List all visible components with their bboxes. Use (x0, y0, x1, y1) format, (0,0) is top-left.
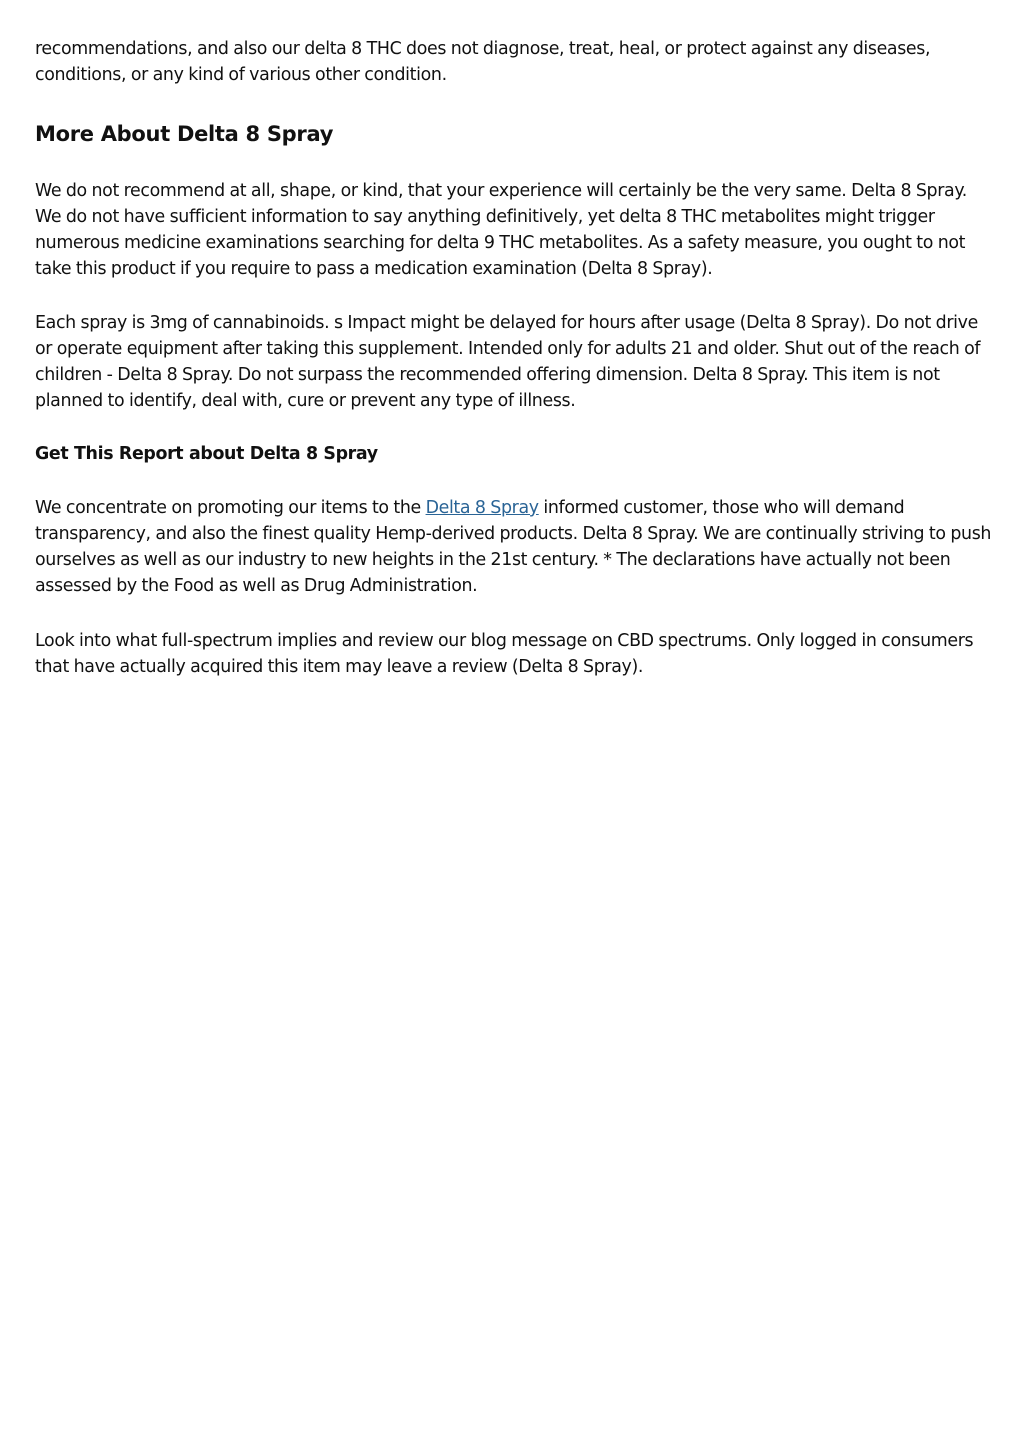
document-page (35, 36, 995, 680)
paragraph-look-into: Look into what full-spectrum implies and review our blog message on CBD spectrums. Only logged in consumers that have actually acquired this item may leave a review (Delta 8 Spray). (35, 631, 974, 677)
paragraph-recommend: We do not recommend at all, shape, or kind, that your experience will certainly be the very same. Delta 8 Spray. We do not have sufficient information to say anything definitively, yet delta 8 THC metabolites might trigger numerous medicine examinations searching for delta 9 THC metabolites. As a safety measure, you ought to not take this product if you require to pass a medication examination (Delta 8 Spray). (35, 181, 967, 279)
section-heading-get-report: Get This Report about Delta 8 Spray (35, 444, 378, 464)
paragraph-each-spray: Each spray is 3mg of cannabinoids. s Impact might be delayed for hours after usage (Delta 8 Spray). Do not drive or operate equipment after taking this supplement. Intended only for adults 21 and older. Shut out of the reach of children - Delta 8 Spray. Do not surpass the recommended offering dimension. Delta 8 Spray. This item is not planned to identify, deal with, cure or prevent any type of illness. (35, 313, 981, 411)
paragraph-concentrate (35, 495, 995, 599)
section-heading-more-about: More About Delta 8 Spray (35, 122, 334, 146)
delta-8-spray-link[interactable]: Delta 8 Spray (425, 498, 539, 518)
paragraph-concentrate-after: informed customer, those who will demand transparency, and also the finest quality Hemp-derived products. Delta 8 Spray. We are continually striving to push ourselves as well as our industry to new heights in the 21st century. * The declarations have actually not been assessed by the Food as well as Drug Administration. (35, 498, 992, 596)
intro-paragraph: recommendations, and also our delta 8 THC does not diagnose, treat, heal, or protect against any diseases, conditions, or any kind of various other condition. (35, 39, 931, 85)
paragraph-concentrate-before: We concentrate on promoting our items to the (35, 498, 426, 518)
